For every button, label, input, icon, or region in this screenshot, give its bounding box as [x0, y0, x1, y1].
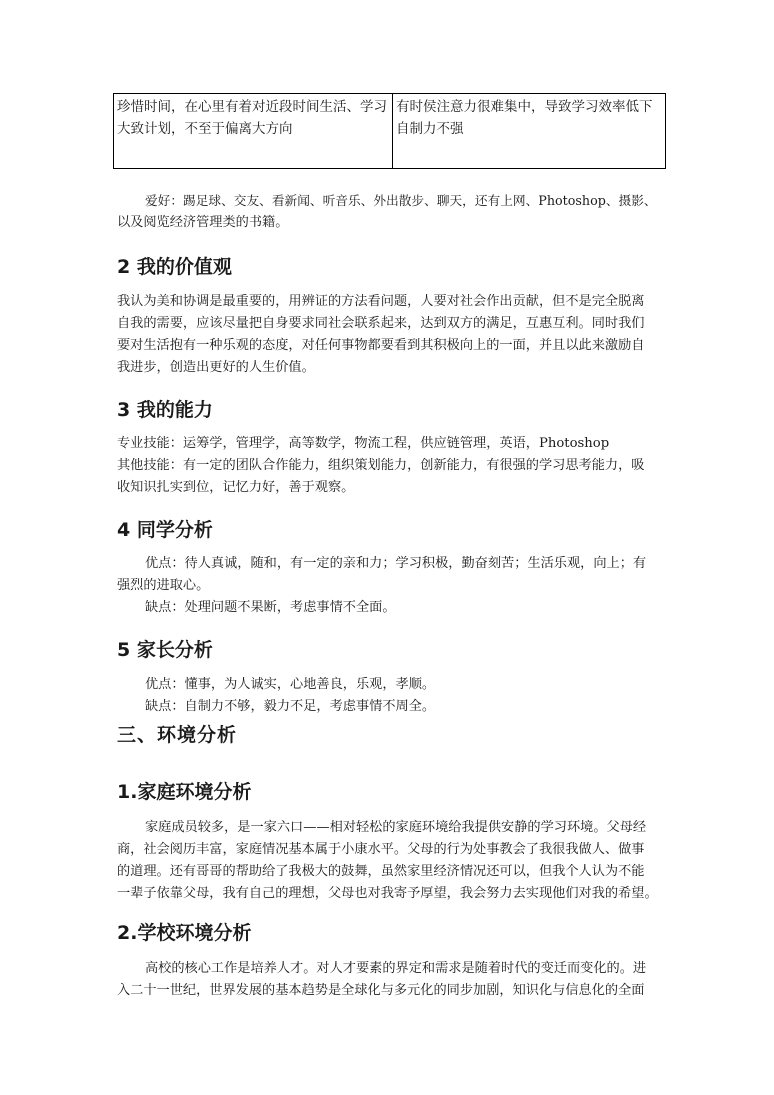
parent-cons-line: 缺点：自制力不够，毅力不足，考虑事情不周全。 [145, 699, 436, 714]
pro-skills-line: 专业技能：运筹学，管理学，高等数学，物流工程，供应链管理，英语，Photoshop [117, 436, 610, 451]
section-title-classmates: 4 同学分析 [117, 519, 213, 541]
table-cell-line: 有时侯注意力很难集中，导致学习效率低下 [396, 99, 653, 115]
table-cell-strengths [114, 94, 393, 169]
other-skills-line: 其他技能：有一定的团队合作能力，组织策划能力，创新能力，有很强的学习思考能力，吸 [117, 458, 645, 473]
hobbies-line: 以及阅览经济管理类的书籍。 [117, 215, 289, 230]
classmate-pros-line: 强烈的进取心。 [117, 578, 210, 593]
paragraph-line: 入二十一世纪，世界发展的基本趋势是全球化与多元化的同步加剧，知识化与信息化的全面 [117, 983, 645, 998]
paragraph-line: 要对生活抱有一种乐观的态度，对任何事物都要看到其积极向上的一面，并且以此来激励自 [117, 338, 645, 353]
section-title-ability: 3 我的能力 [117, 399, 213, 421]
classmate-pros-line: 优点：待人真诚，随和，有一定的亲和力；学习积极，勤奋刻苦；生活乐观，向上；有 [145, 556, 647, 571]
paragraph-line: 家庭成员较多，是一家六口——相对轻松的家庭环境给我提供安静的学习环境。父母经 [145, 820, 647, 835]
paragraph-line: 我认为美和协调是最重要的，用辨证的方法看问题，人要对社会作出贡献，但不是完全脱离 [117, 294, 645, 309]
hobbies-line: 爱好：踢足球、交友、看新闻、听音乐、外出散步、聊天，还有上网、Photoshop、摄影、 [145, 193, 657, 208]
paragraph-line: 我进步，创造出更好的人生价值。 [117, 360, 315, 375]
other-skills-line: 收知识扎实到位，记忆力好，善于观察。 [117, 480, 355, 495]
parent-pros-line: 优点：懂事，为人诚实，心地善良，乐观，孝顺。 [145, 677, 436, 692]
paragraph-line: 商，社会阅历丰富，家庭情况基本属于小康水平。父母的行为处事教会了我很我做人、做事 [117, 842, 645, 857]
section-title-values: 2 我的价值观 [117, 256, 232, 278]
table-cell-line: 大致计划，不至于偏离大方向 [117, 121, 293, 137]
paragraph-line: 的道理。还有哥哥的帮助给了我极大的鼓舞，虽然家里经济情况还可以，但我个人认为不能 [117, 864, 645, 879]
table-cell-weaknesses [393, 94, 666, 169]
section-title-parents: 5 家长分析 [117, 639, 213, 661]
table-cell-line: 珍惜时间，在心里有着对近段时间生活、学习 [117, 99, 387, 115]
paragraph-line: 高校的核心工作是培养人才。对人才要素的界定和需求是随着时代的变迁而变化的。进 [145, 961, 647, 976]
classmate-cons-line: 缺点：处理问题不果断，考虑事情不全面。 [145, 600, 396, 615]
strengths-weaknesses-table [113, 93, 666, 169]
section-title-school: 2.学校环境分析 [117, 922, 252, 944]
paragraph-line: 自我的需要，应该尽量把自身要求同社会联系起来，达到双方的满足，互惠互利。同时我们 [117, 316, 645, 331]
chapter-title-environment: 三、环境分析 [117, 724, 238, 746]
section-title-family: 1.家庭环境分析 [117, 781, 252, 803]
table-cell-line: 自制力不强 [396, 121, 464, 137]
paragraph-line: 一辈子依靠父母，我有自己的理想，父母也对我寄予厚望，我会努力去实现他们对我的希望。 [117, 886, 658, 901]
